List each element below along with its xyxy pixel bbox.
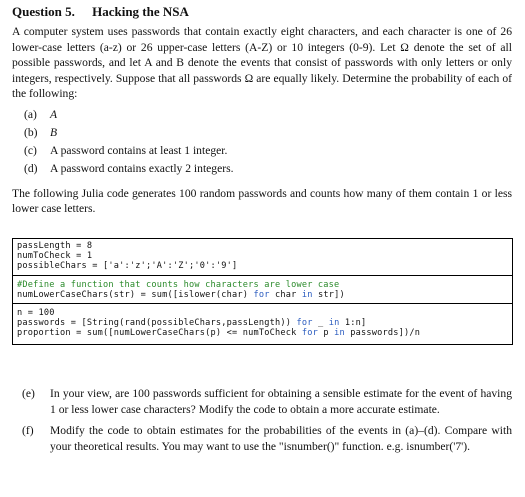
part-item [24,106,512,124]
question-title: Hacking the NSA [92,4,189,19]
question-item [12,423,512,454]
part-text: A password contains at least 1 integer. [50,143,228,157]
code-line: numLowerCaseChars(str) = sum([islower(char) for char in str]) [17,289,345,300]
part-item [24,124,512,142]
code-block-sim [13,304,512,342]
question-intro: A computer system uses passwords that contain exactly eight characters, and each character is one of 26 lower-case letters (a-z) or 26 upper-case letters (A-Z) or 10 integers (0-9). Let Ω denote the set of all possible passwords, and let A and B denote the events that consist of passwords with only letters or only integers, respectively. Suppose that all passwords Ω are equally likely. Determine the probability of each of the following: [12,25,512,100]
code-block-function [13,276,512,304]
question-label: (e) [22,387,35,400]
part-label: (a) [24,107,37,121]
parts-list [12,106,512,178]
part-label: (d) [24,161,38,175]
part-item [24,160,512,178]
question-number: Question 5. [12,4,75,19]
code-intro: The following Julia code generates 100 random passwords and counts how many of them contain 1 or less lower case letters. [12,186,512,215]
question-label: (f) [22,424,34,437]
question-item [12,386,512,417]
code-comment: #Define a function that counts how characters are lower case [17,279,340,290]
document-page [12,4,512,217]
code-line: n = 100 [17,308,55,319]
code-box [12,238,513,345]
part-label: (c) [24,143,37,157]
code-line: passLength = 8 [17,241,93,251]
part-text: B [50,125,58,139]
code-line: proportion = sum([numLowerCaseChars(p) <= numToCheck for p in passwords])/n [17,328,421,339]
code-line: possibleChars = ['a':'z';'A':'Z';'0':'9'] [17,261,238,272]
followup-questions [12,386,512,460]
part-label: (b) [24,125,38,139]
code-block-setup [13,241,512,276]
question-heading [12,4,512,20]
part-text: A [50,107,58,121]
code-line: passwords = [String(rand(possibleChars,passLength)) for _ in 1:n] [17,318,367,329]
code-line: numToCheck = 1 [17,251,93,262]
question-text: In your view, are 100 passwords sufficient for obtaining a sensible estimate for the event of having 1 or less lower case characters? Modify the code to obtain a more accurate estimate. [50,387,512,416]
question-text: Modify the code to obtain estimates for the probabilities of the events in (a)–(d). Compare with your theoretical results. You may want to use the "isnumber()" function. e.g. isnumber('7'). [50,424,512,453]
part-item [24,142,512,160]
part-text: A password contains exactly 2 integers. [50,161,234,175]
